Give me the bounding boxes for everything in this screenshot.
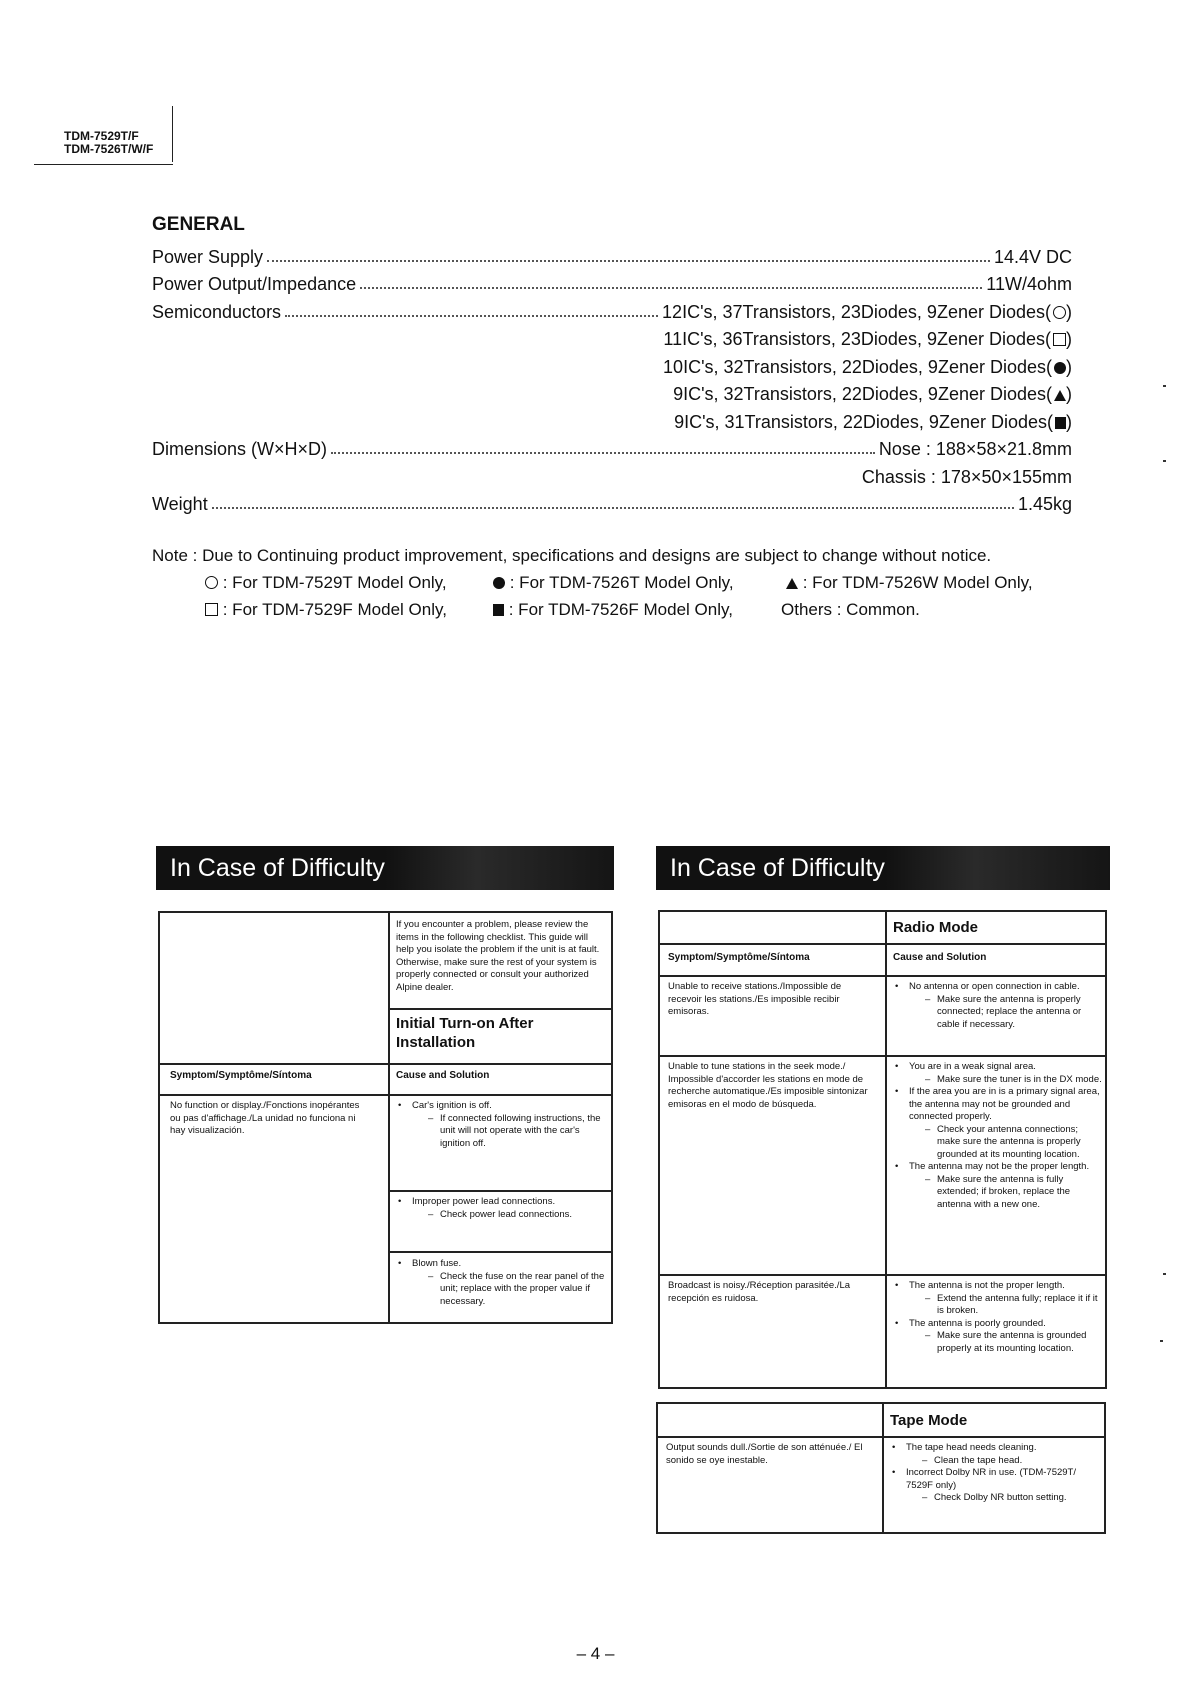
banner-title: In Case of Difficulty (170, 853, 385, 882)
spec-label: Weight (152, 494, 208, 514)
section-title: Radio Mode (893, 919, 978, 936)
spec-value: 9IC's, 31Transistors, 22Diodes, 9Zener Diodes( ) (674, 411, 1072, 432)
cause-item (396, 1196, 608, 1221)
open-circle-icon (205, 576, 218, 589)
solution-text: – Check Dolby NR button setting. (906, 1492, 1100, 1505)
open-square-icon (1053, 333, 1066, 346)
tape-mode-table (656, 1402, 1106, 1534)
column-header-symptom: Symptom/Symptôme/Síntoma (170, 1070, 312, 1081)
row-divider (660, 975, 1107, 977)
banner-shade (885, 846, 1110, 890)
general-specifications (152, 214, 1072, 515)
filled-square-icon (493, 604, 504, 616)
model-numbers (64, 130, 153, 156)
cause-bullet (890, 1467, 1100, 1505)
spec-value: 11W/4ohm (986, 274, 1072, 294)
column-header-symptom: Symptom/Symptôme/Síntoma (668, 952, 810, 963)
row-divider (660, 1055, 1107, 1057)
cause-item (890, 1442, 1100, 1505)
solution-text: – Make sure the antenna is properly connected; replace the antenna or cable if necessary. (909, 994, 1103, 1032)
cause-bullet (893, 1061, 1103, 1086)
solution-text: – If connected following instructions, the unit will not operate with the car's ignition off. (412, 1113, 608, 1151)
solution-text: – Check your antenna connections; make sure the antenna is properly grounded at its mounting location. (909, 1124, 1103, 1162)
left-table (158, 911, 613, 1324)
open-square-icon (205, 603, 218, 616)
cause-text: The antenna is poorly grounded. (909, 1317, 1046, 1329)
cause-bullet (890, 1442, 1100, 1467)
cause-item (396, 1100, 608, 1150)
row-divider (658, 1436, 1106, 1438)
legend-item (203, 600, 447, 620)
solution-text: – Make sure the antenna is grounded properly at its mounting location. (909, 1330, 1103, 1355)
symptom-text: Broadcast is noisy./Réception parasitée./La recepción es ruidosa. (668, 1280, 851, 1304)
leader-dots (267, 260, 990, 262)
cause-text: Improper power lead connections. (412, 1196, 556, 1207)
page-number: – 4 – (576, 1644, 615, 1663)
cause-text: You are in a weak signal area. (909, 1061, 1036, 1072)
spec-value: Nose : 188×58×21.8mm (878, 439, 1072, 459)
radio-mode-table (658, 910, 1107, 1389)
column-divider (882, 1404, 884, 1534)
cause-text: No antenna or open connection in cable. (909, 981, 1080, 992)
legend-text: : For TDM-7529F Model Only, (222, 600, 447, 619)
right-banner (656, 846, 1110, 890)
cause-bullet (893, 1318, 1103, 1356)
general-heading: GENERAL (152, 214, 245, 235)
spec-row-semiconductors-cont (152, 323, 1072, 351)
cause-text: If the area you are in is a primary signal area, the antenna may not be grounded and connected properly. (909, 1086, 1100, 1122)
header-divider (172, 106, 173, 162)
spec-row-dimensions-cont (152, 460, 1072, 488)
column-header-cause: Cause and Solution (396, 1070, 490, 1081)
cause-text: The tape head needs cleaning. (906, 1442, 1037, 1453)
spec-value: 9IC's, 32Transistors, 22Diodes, 9Zener Diodes( ) (673, 384, 1072, 404)
solution-text: – Make sure the antenna is fully extended; if broken, replace the antenna with a new one. (909, 1174, 1103, 1212)
spec-label: Dimensions (W×H×D) (152, 439, 328, 459)
spec-value: 10IC's, 32Transistors, 22Diodes, 9Zener Diodes( ) (663, 356, 1072, 377)
column-divider (885, 912, 887, 1389)
banner-title: In Case of Difficulty (670, 853, 885, 882)
scan-mark (1163, 460, 1166, 462)
cause-item (893, 1280, 1103, 1355)
cause-bullet (396, 1258, 608, 1308)
cause-bullet (893, 1086, 1103, 1161)
spec-label: Semiconductors (152, 301, 282, 322)
scan-mark (1163, 385, 1166, 387)
column-divider (388, 913, 390, 1324)
legend-item (491, 600, 733, 620)
row-divider (660, 1274, 1107, 1276)
scan-mark (1160, 1340, 1163, 1342)
semiconductor-line: 9IC's, 31Transistors, 22Diodes, 9Zener Diodes( (674, 411, 1053, 432)
symptom-text: Output sounds dull./Sortie de son atténuée./ El sonido se oye inestable. (666, 1442, 863, 1466)
row-divider (160, 1094, 613, 1096)
row-divider (388, 1190, 613, 1192)
legend-item (781, 600, 920, 620)
spec-row-power-supply (152, 240, 1072, 268)
cause-item (396, 1258, 608, 1308)
symptom-text: Unable to receive stations./Impossible de recevoir les stations./Es imposible recibir emisoras. (668, 981, 842, 1017)
cause-item (893, 1061, 1103, 1211)
model-number: TDM-7529T/F (64, 129, 139, 143)
filled-circle-icon (493, 577, 505, 589)
open-circle-icon (1053, 306, 1066, 319)
spec-label: Power Supply (152, 246, 264, 267)
spec-value: 1.45kg (1017, 494, 1072, 514)
legend-item (784, 573, 1033, 593)
cause-text: Car's ignition is off. (412, 1100, 492, 1111)
symptom-text: No function or display./Fonctions inopérantes ou pas d'affichage./La unidad no funciona ni hay visualización. (170, 1100, 360, 1136)
cause-bullet (396, 1100, 608, 1150)
note-text: Note : Due to Continuing product improvement, specifications and designs are subject to change without notice. (152, 546, 992, 565)
spec-row-dimensions (152, 433, 1072, 461)
symptom-text: Unable to tune stations in the seek mode./ Impossible d'accorder les stations en mode de recherche automatique./Es imposible sintonizar emisoras en el modo de búsqueda. (668, 1061, 868, 1110)
left-banner (156, 846, 614, 890)
spec-row-power-output (152, 268, 1072, 296)
header-rule (34, 164, 173, 165)
row-divider (388, 1008, 613, 1010)
cause-text: The antenna may not be the proper length. (909, 1161, 1090, 1172)
cause-item (893, 981, 1103, 1031)
semiconductor-line: 9IC's, 32Transistors, 22Diodes, 9Zener Diodes( (673, 384, 1052, 404)
column-header-cause: Cause and Solution (893, 952, 987, 963)
leader-dots (285, 315, 658, 317)
leader-dots (212, 507, 1014, 509)
spec-value: 14.4V DC (993, 246, 1072, 267)
spec-value: 11IC's, 36Transistors, 23Diodes, 9Zener Diodes( ) (663, 329, 1072, 349)
spec-row-semiconductors-cont (152, 350, 1072, 378)
spec-row-semiconductors-cont (152, 405, 1072, 433)
cause-bullet (893, 1280, 1103, 1318)
semiconductor-line: 12IC's, 37Transistors, 23Diodes, 9Zener Diodes( (662, 301, 1051, 322)
banner-shade (385, 846, 614, 890)
legend-item (491, 573, 734, 593)
solution-text: – Extend the antenna fully; replace it if it is broken. (909, 1293, 1103, 1318)
solution-text: – Make sure the tuner is in the DX mode. (909, 1074, 1103, 1087)
spec-value: Chassis : 178×50×155mm (861, 466, 1072, 487)
legend-text: Others : Common. (781, 600, 920, 619)
leader-dots (360, 287, 982, 289)
legend-text: : For TDM-7526W Model Only, (802, 573, 1033, 592)
intro-text: If you encounter a problem, please review the items in the following checklist. This guide will help you isolate the problem if the unit is at fault. Otherwise, make sure the rest of your system is properly connected or consult your authorized Alpine dealer. (396, 919, 600, 993)
solution-text: – Clean the tape head. (906, 1455, 1100, 1468)
cause-text: Incorrect Dolby NR in use. (TDM-7529T/ 7529F only) (906, 1467, 1076, 1491)
cause-text: Blown fuse. (412, 1258, 462, 1269)
cause-bullet (893, 1161, 1103, 1211)
legend-text: : For TDM-7529T Model Only, (222, 573, 447, 592)
spec-row-semiconductors (152, 295, 1072, 323)
filled-triangle-icon (786, 578, 798, 589)
scan-mark (1163, 1273, 1166, 1275)
spec-value: 12IC's, 37Transistors, 23Diodes, 9Zener Diodes( ) (662, 301, 1072, 322)
cause-bullet (396, 1196, 608, 1221)
spec-label: Power Output/Impedance (152, 274, 357, 294)
semiconductor-line: 10IC's, 32Transistors, 22Diodes, 9Zener Diodes( (663, 356, 1052, 377)
section-title: Initial Turn-on After Installation (396, 1015, 534, 1051)
solution-text: – Check the fuse on the rear panel of the unit; replace with the proper value if necessary. (412, 1271, 608, 1309)
row-divider (388, 1251, 613, 1253)
row-divider (160, 1063, 613, 1065)
semiconductor-line: 11IC's, 36Transistors, 23Diodes, 9Zener Diodes( (663, 329, 1051, 349)
leader-dots (331, 452, 875, 454)
cause-bullet (893, 981, 1103, 1031)
filled-square-icon (1055, 417, 1066, 429)
legend-item (203, 573, 447, 593)
model-number: TDM-7526T/W/F (64, 142, 154, 156)
section-title: Tape Mode (890, 1412, 968, 1429)
cause-text: The antenna is not the proper length. (909, 1280, 1065, 1291)
solution-text: – Check power lead connections. (412, 1209, 608, 1222)
row-divider (660, 943, 1107, 945)
filled-triangle-icon (1054, 390, 1066, 401)
spec-row-semiconductors-cont (152, 378, 1072, 406)
spec-row-weight (152, 488, 1072, 516)
legend-text: : For TDM-7526T Model Only, (509, 573, 734, 592)
legend-text: : For TDM-7526F Model Only, (508, 600, 733, 619)
filled-circle-icon (1054, 362, 1066, 374)
